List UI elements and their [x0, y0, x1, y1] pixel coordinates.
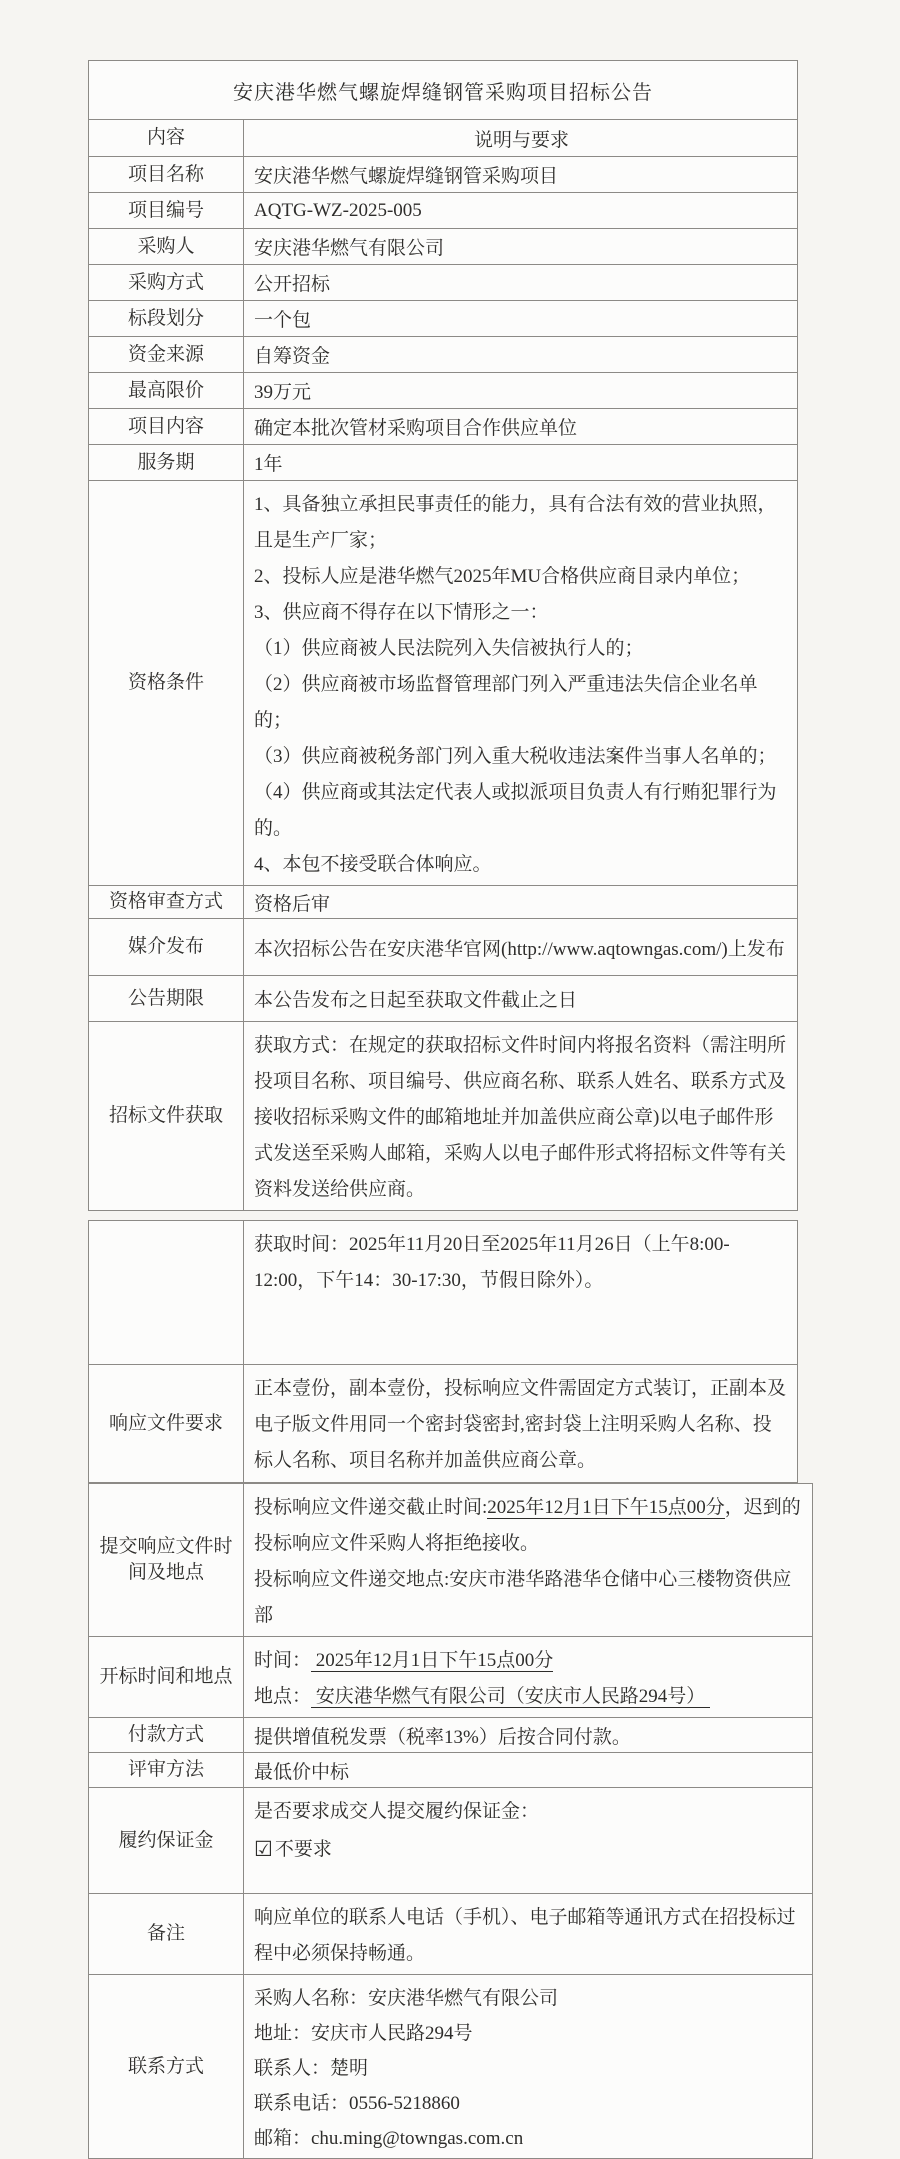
row-lot-division — [89, 300, 797, 336]
value-cell: 自筹资金 — [254, 346, 331, 367]
column-header-row — [89, 119, 797, 156]
deadline-suffix: ，迟到的投标响应文件采购人将拒绝接收。 — [254, 1497, 801, 1554]
label-cell: 项目内容 — [89, 409, 244, 444]
row-response-document-requirements — [89, 1364, 797, 1482]
opening-time-underlined: 2025年12月1日下午15点00分 — [311, 1650, 554, 1671]
row-procurement-method — [89, 264, 797, 300]
label-cell: 提交响应文件时间及地点 — [89, 1484, 244, 1636]
page-title: 安庆港华燃气螺旋焊缝钢管采购项目招标公告 — [233, 81, 653, 104]
label-cell: 履约保证金 — [89, 1788, 244, 1893]
qualification-line: 2、投标人应是港华燃气2025年MU合格供应商目录内单位； — [254, 566, 751, 587]
row-project-number — [89, 192, 797, 228]
qualification-line: 1、具备独立承担民事责任的能力，具有合法有效的营业执照，且是生产厂家； — [254, 494, 777, 551]
opening-place-line — [254, 1679, 804, 1715]
row-submission-time-place — [89, 1484, 812, 1636]
value-cell — [244, 1637, 812, 1717]
contact-address-line: 地址：安庆市人民路294号 — [254, 2023, 473, 2044]
contact-purchaser-line: 采购人名称：安庆港华燃气有限公司 — [254, 1988, 559, 2009]
value-cell: 本公告发布之日起至获取文件截止之日 — [254, 990, 578, 1011]
bond-answer-text: 不要求 — [274, 1839, 332, 1860]
qualification-line: （3）供应商被税务部门列入重大税收违法案件当事人名单的； — [254, 746, 777, 767]
label-cell: 项目名称 — [89, 157, 244, 192]
label-cell: 付款方式 — [89, 1718, 244, 1752]
label-cell: 资格条件 — [89, 481, 244, 885]
opening-place-underlined: 安庆港华燃气有限公司（安庆市人民路294号） — [311, 1686, 711, 1707]
value-cell: 安庆港华燃气螺旋焊缝钢管采购项目 — [254, 166, 559, 187]
value-cell: 39万元 — [254, 382, 312, 403]
row-contact-info — [89, 1974, 812, 2158]
qualification-line: 3、供应商不得存在以下情形之一： — [254, 602, 549, 623]
label-cell: 公告期限 — [89, 976, 244, 1021]
value-cell: 资格后审 — [254, 893, 331, 915]
label-cell: 服务期 — [89, 445, 244, 480]
label-cell: 标段划分 — [89, 301, 244, 336]
label-cell: 最高限价 — [89, 373, 244, 408]
table-gap — [88, 1211, 798, 1220]
row-remark — [89, 1893, 812, 1974]
secondary-table-lower — [88, 1483, 813, 2159]
value-cell: 获取时间：2025年11月20日至2025年11月26日（上午8:00-12:00，下午14：30-17:30，节假日除外）。 — [254, 1234, 730, 1291]
row-qualification-conditions — [89, 480, 797, 885]
tender-announcement-document — [88, 60, 801, 2159]
label-cell: 联系方式 — [89, 1975, 244, 2158]
qualification-line: （1）供应商被人民法院列入失信被执行人的； — [254, 638, 644, 659]
value-cell: 公开招标 — [254, 274, 331, 295]
row-performance-bond — [89, 1787, 812, 1893]
secondary-table-upper — [88, 1220, 798, 1483]
value-cell: AQTG-WZ-2025-005 — [254, 199, 422, 221]
submission-place-line: 投标响应文件递交地点:安庆市港华路港华仓储中心三楼物资供应部 — [254, 1569, 792, 1626]
label-cell: 项目编号 — [89, 193, 244, 228]
row-purchaser — [89, 228, 797, 264]
value-cell: 获取方式：在规定的获取招标文件时间内将报名资料（需注明所投项目名称、项目编号、供应商名称、联系人姓名、联系方式及接收招标采购文件的邮箱地址并加盖供应商公章)以电子邮件形式发送至采购人邮箱，采购人以电子邮件形式将招标文件等有关资料发送给供应商。 — [254, 1035, 787, 1200]
value-cell: 提供增值税发票（税率13%）后按合同付款。 — [254, 1726, 631, 1748]
row-qualification-review-method — [89, 885, 797, 918]
value-cell: 本次招标公告在安庆港华官网(http://www.aqtowngas.com/)上发布 — [254, 938, 785, 960]
row-bid-opening — [89, 1636, 812, 1717]
row-media-publication — [89, 918, 797, 975]
deadline-prefix: 投标响应文件递交截止时间: — [254, 1497, 488, 1518]
label-cell: 响应文件要求 — [89, 1365, 244, 1482]
column-header-requirements: 说明与要求 — [473, 129, 569, 151]
row-funding-source — [89, 336, 797, 372]
row-document-acquisition — [89, 1021, 797, 1210]
deadline-underlined: 2025年12月1日下午15点00分 — [487, 1497, 725, 1518]
qualification-line: （2）供应商被市场监督管理部门列入严重违法失信企业名单的； — [254, 674, 758, 731]
contact-person-line: 联系人：楚明 — [254, 2058, 369, 2079]
row-service-period — [89, 444, 797, 480]
submission-deadline-line — [254, 1490, 804, 1562]
opening-time-line — [254, 1643, 804, 1679]
value-cell: 正本壹份，副本壹份，投标响应文件需固定方式装订，正副本及电子版文件用同一个密封袋密封,密封袋上注明采购人名称、投标人名称、项目名称并加盖供应商公章。 — [254, 1378, 787, 1471]
qualification-line: 4、本包不接受联合体响应。 — [254, 854, 492, 875]
label-cell: 开标时间和地点 — [89, 1637, 244, 1717]
value-cell: 响应单位的联系人电话（手机）、电子邮箱等通讯方式在招投标过程中必须保持畅通。 — [254, 1907, 796, 1964]
label-cell-empty — [89, 1221, 244, 1364]
row-evaluation-method — [89, 1752, 812, 1787]
value-cell: 最低价中标 — [254, 1761, 350, 1783]
value-cell — [244, 1975, 812, 2158]
value-cell: 安庆港华燃气有限公司 — [254, 238, 445, 259]
contact-phone-line: 联系电话：0556-5218860 — [254, 2093, 460, 2114]
value-cell — [244, 481, 797, 885]
label-cell: 备注 — [89, 1894, 244, 1974]
value-cell — [244, 1484, 812, 1636]
label-cell: 资金来源 — [89, 337, 244, 372]
value-cell: 确定本批次管材采购项目合作供应单位 — [254, 418, 578, 439]
qualification-line: （4）供应商或其法定代表人或拟派项目负责人有行贿犯罪行为的。 — [254, 782, 777, 839]
opening-time-label: 时间： — [254, 1650, 312, 1671]
contact-email-line: 邮箱：chu.ming@towngas.com.cn — [254, 2128, 524, 2149]
checked-checkbox-icon: ☑ — [254, 1837, 273, 1861]
bond-question-line: 是否要求成交人提交履约保证金： — [254, 1801, 540, 1822]
row-acquisition-time — [89, 1221, 797, 1364]
column-header-content: 内容 — [89, 120, 244, 156]
label-cell: 采购人 — [89, 229, 244, 264]
value-cell: 1年 — [254, 454, 283, 475]
row-announcement-period — [89, 975, 797, 1021]
bond-answer-line — [254, 1830, 804, 1868]
value-cell — [244, 1788, 812, 1893]
label-cell: 招标文件获取 — [89, 1022, 244, 1210]
row-project-name — [89, 156, 797, 192]
label-cell: 媒介发布 — [89, 919, 244, 975]
value-cell: 一个包 — [254, 310, 312, 331]
label-cell: 评审方法 — [89, 1753, 244, 1787]
main-table — [88, 60, 798, 1211]
opening-place-label: 地点： — [254, 1686, 312, 1707]
row-project-content — [89, 408, 797, 444]
title-row — [89, 61, 797, 119]
label-cell: 采购方式 — [89, 265, 244, 300]
label-cell: 资格审查方式 — [89, 886, 244, 918]
row-payment-method — [89, 1717, 812, 1752]
row-price-ceiling — [89, 372, 797, 408]
